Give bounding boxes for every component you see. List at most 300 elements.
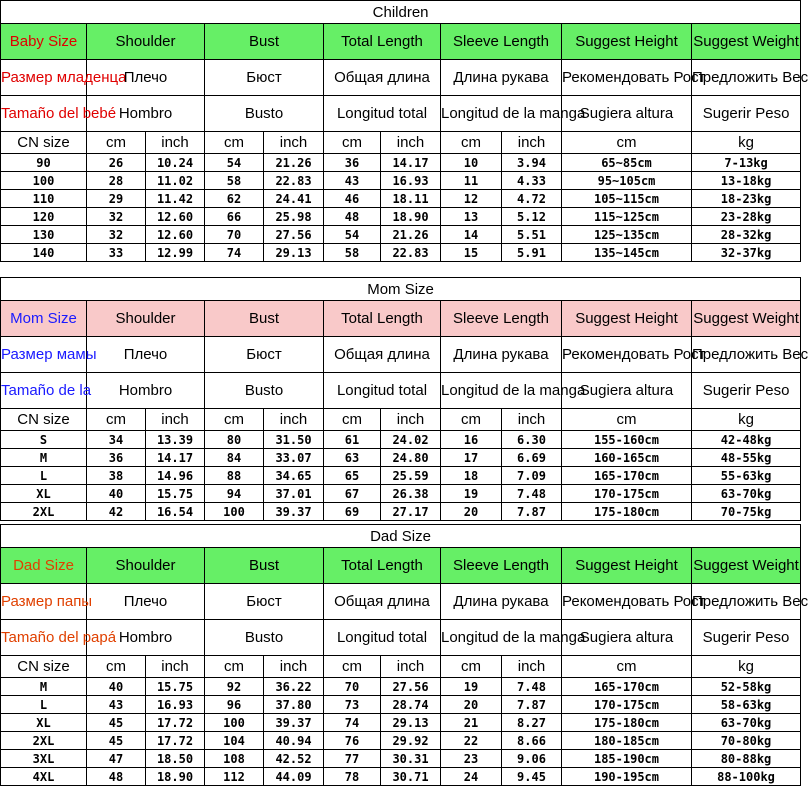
table-row [1,696,801,714]
table-cell: 54 [205,154,264,172]
unit-cell: inch [146,409,205,431]
table-cell: 80 [205,431,264,449]
table-cell: 90 [1,154,87,172]
table-cell: M [1,449,87,467]
sleeve-length-header: Sleeve Length [441,301,562,337]
table-cell: 37.01 [264,485,324,503]
table-cell: 58 [324,244,381,262]
unit-cell: inch [381,656,441,678]
table-cell: 33 [87,244,146,262]
table-cell: 63 [324,449,381,467]
table-cell: 135~145cm [562,244,692,262]
total-length-header: Total Length [324,548,441,584]
table-cell: 2XL [1,503,87,521]
header-row-en [1,301,801,337]
table-cell: 48-55kg [692,449,801,467]
table-cell: 36.22 [264,678,324,696]
table-cell: 18.50 [146,750,205,768]
table-cell: 33.07 [264,449,324,467]
unit-cell: cm [205,656,264,678]
table-row [1,467,801,485]
shoulder-header: Hombro [87,373,205,409]
table-cell: 34.65 [264,467,324,485]
table-cell: 140 [1,244,87,262]
shoulder-header: Плечо [87,60,205,96]
unit-cell: cm [87,132,146,154]
table-cell: 180-185cm [562,732,692,750]
table-cell: 7.48 [502,678,562,696]
header-row-es [1,96,801,132]
table-cell: 28-32kg [692,226,801,244]
table-cell: 16.93 [146,696,205,714]
unit-cell: CN size [1,409,87,431]
table-cell: 63-70kg [692,714,801,732]
table-cell: 80-88kg [692,750,801,768]
table-row [1,208,801,226]
table-cell: 23 [441,750,502,768]
table-cell: 8.66 [502,732,562,750]
table-cell: 70-75kg [692,503,801,521]
table-cell: 9.06 [502,750,562,768]
bust-header: Бюст [205,584,324,620]
table-cell: 14.17 [381,154,441,172]
table-row [1,172,801,190]
table-cell: 62 [205,190,264,208]
table-cell: 39.37 [264,503,324,521]
bust-header: Busto [205,620,324,656]
size-label: Размер младенца [1,60,87,96]
table-cell: 15 [441,244,502,262]
table-cell: 95~105cm [562,172,692,190]
size-label: Dad Size [1,548,87,584]
table-cell: XL [1,714,87,732]
table-cell: 110 [1,190,87,208]
total-length-header: Общая длина [324,60,441,96]
table-cell: 63-70kg [692,485,801,503]
size-label: Размер папы [1,584,87,620]
table-cell: 42-48kg [692,431,801,449]
table-row [1,732,801,750]
unit-cell: cm [324,132,381,154]
table-cell: 24.80 [381,449,441,467]
table-cell: 70-80kg [692,732,801,750]
unit-cell: cm [441,409,502,431]
table-cell: 7-13kg [692,154,801,172]
table-cell: 15.75 [146,485,205,503]
table-cell: 18.90 [146,768,205,786]
suggest-height-header: Suggest Height [562,24,692,60]
table-cell: 13-18kg [692,172,801,190]
unit-cell: cm [205,132,264,154]
unit-cell: inch [381,409,441,431]
unit-cell: inch [146,132,205,154]
shoulder-header: Shoulder [87,24,205,60]
table-cell: 24 [441,768,502,786]
table-cell: 78 [324,768,381,786]
table-cell: 9.45 [502,768,562,786]
table-cell: 43 [324,172,381,190]
shoulder-header: Shoulder [87,548,205,584]
table-cell: 27.56 [381,678,441,696]
unit-cell: inch [264,409,324,431]
table-cell: 11.42 [146,190,205,208]
total-length-header: Общая длина [324,337,441,373]
table-cell: 47 [87,750,146,768]
table-cell: 13 [441,208,502,226]
unit-cell: kg [692,409,801,431]
table-cell: 6.30 [502,431,562,449]
table-cell: 66 [205,208,264,226]
table-cell: 76 [324,732,381,750]
sleeve-length-header: Длина рукава [441,584,562,620]
table-cell: 88-100kg [692,768,801,786]
table-cell: 27.17 [381,503,441,521]
table-cell: 45 [87,714,146,732]
shoulder-header: Плечо [87,337,205,373]
unit-cell: inch [264,656,324,678]
unit-cell: inch [502,132,562,154]
table-cell: 65~85cm [562,154,692,172]
size-label: Baby Size [1,24,87,60]
table-cell: 17.72 [146,714,205,732]
table-cell: 20 [441,503,502,521]
suggest-weight-header: Suggest Weight [692,548,801,584]
table-cell: 84 [205,449,264,467]
table-cell: 190-195cm [562,768,692,786]
table-cell: 14.96 [146,467,205,485]
unit-cell: kg [692,656,801,678]
table-cell: 38 [87,467,146,485]
header-row-ru [1,60,801,96]
table-cell: 48 [87,768,146,786]
table-cell: 40.94 [264,732,324,750]
total-length-header: Общая длина [324,584,441,620]
suggest-height-header: Suggest Height [562,548,692,584]
table-cell: 48 [324,208,381,226]
table-cell: 36 [87,449,146,467]
table-cell: 28.74 [381,696,441,714]
table-cell: 14 [441,226,502,244]
unit-cell: cm [441,132,502,154]
table-row [1,485,801,503]
shoulder-header: Hombro [87,96,205,132]
table-row [1,678,801,696]
table-cell: 25.59 [381,467,441,485]
table-cell: 11 [441,172,502,190]
children-size-table [0,0,808,262]
table-cell: 96 [205,696,264,714]
table-cell: 32-37kg [692,244,801,262]
table-cell: 17 [441,449,502,467]
unit-cell: kg [692,132,801,154]
table-cell: 55-63kg [692,467,801,485]
table-cell: 58 [205,172,264,190]
table-cell: 7.09 [502,467,562,485]
table-cell: 160-165cm [562,449,692,467]
table-cell: 16.93 [381,172,441,190]
suggest-height-header: Suggest Height [562,301,692,337]
table-cell: 73 [324,696,381,714]
table-cell: 7.87 [502,503,562,521]
table-cell: XL [1,485,87,503]
header-row-ru [1,337,801,373]
unit-cell: cm [324,656,381,678]
table-cell: 46 [324,190,381,208]
shoulder-header: Плечо [87,584,205,620]
table-cell: 21 [441,714,502,732]
table-cell: 32 [87,226,146,244]
table-cell: 12 [441,190,502,208]
table-cell: 29.13 [381,714,441,732]
table-cell: 185-190cm [562,750,692,768]
table-cell: 13.39 [146,431,205,449]
table-cell: 112 [205,768,264,786]
table-cell: L [1,467,87,485]
table-cell: 3.94 [502,154,562,172]
shoulder-header: Shoulder [87,301,205,337]
table-cell: 54 [324,226,381,244]
unit-cell: cm [562,656,692,678]
table-cell: 165-170cm [562,467,692,485]
table-cell: 42 [87,503,146,521]
table-cell: 30.71 [381,768,441,786]
table-cell: 170-175cm [562,485,692,503]
table-cell: 45 [87,732,146,750]
table-cell: 104 [205,732,264,750]
table-cell: 70 [205,226,264,244]
table-cell: 29.13 [264,244,324,262]
table-cell: 26.38 [381,485,441,503]
table-cell: 125~135cm [562,226,692,244]
table-row [1,154,801,172]
table-cell: 24.02 [381,431,441,449]
table-cell: 100 [205,714,264,732]
sleeve-length-header: Longitud de la manga [441,620,562,656]
dad-size-table [0,524,808,786]
table-cell: 22.83 [264,172,324,190]
table-cell: L [1,696,87,714]
table-cell: 30.31 [381,750,441,768]
sleeve-length-header: Longitud de la manga [441,96,562,132]
unit-cell: cm [562,132,692,154]
bust-header: Bust [205,301,324,337]
table-cell: 18.90 [381,208,441,226]
table-cell: 28 [87,172,146,190]
table-cell: 12.99 [146,244,205,262]
section-title: Children [1,1,801,24]
table-row [1,750,801,768]
table-cell: 10.24 [146,154,205,172]
table-cell: 19 [441,678,502,696]
units-row [1,656,801,678]
table-cell: 43 [87,696,146,714]
header-row-es [1,373,801,409]
table-cell: 170-175cm [562,696,692,714]
section-title: Mom Size [1,278,801,301]
suggest-weight-header: Suggest Weight [692,24,801,60]
suggest-weight-header: Sugerir Peso [692,620,801,656]
sleeve-length-header: Sleeve Length [441,548,562,584]
units-row [1,132,801,154]
table-cell: 88 [205,467,264,485]
table-cell: 165-170cm [562,678,692,696]
table-cell: 61 [324,431,381,449]
total-length-header: Total Length [324,24,441,60]
unit-cell: cm [205,409,264,431]
suggest-height-header: Рекомендовать Рост [562,337,692,373]
table-cell: 175-180cm [562,714,692,732]
table-cell: 108 [205,750,264,768]
bust-header: Busto [205,373,324,409]
table-cell: 4.72 [502,190,562,208]
header-row-es [1,620,801,656]
header-row-en [1,548,801,584]
table-cell: 15.75 [146,678,205,696]
table-cell: 40 [87,485,146,503]
table-cell: 8.27 [502,714,562,732]
table-cell: 22.83 [381,244,441,262]
suggest-height-header: Sugiera altura [562,373,692,409]
table-cell: 27.56 [264,226,324,244]
table-cell: 12.60 [146,226,205,244]
unit-cell: inch [146,656,205,678]
table-cell: 14.17 [146,449,205,467]
table-cell: 18-23kg [692,190,801,208]
table-cell: 94 [205,485,264,503]
table-cell: 16 [441,431,502,449]
table-cell: 32 [87,208,146,226]
suggest-weight-header: Sugerir Peso [692,373,801,409]
bust-header: Bust [205,24,324,60]
table-cell: 120 [1,208,87,226]
table-cell: 7.48 [502,485,562,503]
unit-cell: cm [562,409,692,431]
table-row [1,714,801,732]
table-cell: 21.26 [264,154,324,172]
table-cell: 31.50 [264,431,324,449]
table-cell: 29.92 [381,732,441,750]
table-cell: 5.51 [502,226,562,244]
table-row [1,226,801,244]
table-cell: 24.41 [264,190,324,208]
bust-header: Busto [205,96,324,132]
header-row-en [1,24,801,60]
sleeve-length-header: Sleeve Length [441,24,562,60]
unit-cell: CN size [1,656,87,678]
units-row [1,409,801,431]
table-cell: 39.37 [264,714,324,732]
table-row [1,768,801,786]
sleeve-length-header: Longitud de la manga [441,373,562,409]
table-cell: S [1,431,87,449]
size-label: Tamaño del bebé [1,96,87,132]
table-cell: 65 [324,467,381,485]
table-cell: 26 [87,154,146,172]
table-cell: 115~125cm [562,208,692,226]
section-title: Dad Size [1,525,801,548]
size-label: Tamaño del papá [1,620,87,656]
sleeve-length-header: Длина рукава [441,337,562,373]
bust-header: Бюст [205,337,324,373]
table-cell: 92 [205,678,264,696]
suggest-weight-header: Suggest Weight [692,301,801,337]
table-cell: 29 [87,190,146,208]
sleeve-length-header: Длина рукава [441,60,562,96]
table-cell: 74 [205,244,264,262]
table-cell: 155-160cm [562,431,692,449]
table-cell: 105~115cm [562,190,692,208]
suggest-height-header: Рекомендовать Рост [562,60,692,96]
bust-header: Бюст [205,60,324,96]
suggest-height-header: Рекомендовать Рост [562,584,692,620]
table-cell: 7.87 [502,696,562,714]
unit-cell: inch [381,132,441,154]
total-length-header: Longitud total [324,620,441,656]
table-cell: 6.69 [502,449,562,467]
table-cell: 175-180cm [562,503,692,521]
table-cell: 130 [1,226,87,244]
suggest-weight-header: Предложить Вес [692,584,801,620]
table-row [1,244,801,262]
table-cell: 21.26 [381,226,441,244]
table-row [1,449,801,467]
unit-cell: cm [87,409,146,431]
unit-cell: cm [87,656,146,678]
size-label: Mom Size [1,301,87,337]
total-length-header: Total Length [324,301,441,337]
table-cell: 18.11 [381,190,441,208]
suggest-weight-header: Sugerir Peso [692,96,801,132]
size-label: Размер мамы [1,337,87,373]
unit-cell: inch [264,132,324,154]
table-cell: 22 [441,732,502,750]
table-cell: 5.12 [502,208,562,226]
mom-size-table [0,277,808,521]
table-cell: 52-58kg [692,678,801,696]
unit-cell: cm [324,409,381,431]
table-row [1,503,801,521]
size-label: Tamaño de la [1,373,87,409]
table-cell: 77 [324,750,381,768]
table-cell: 5.91 [502,244,562,262]
table-cell: 40 [87,678,146,696]
shoulder-header: Hombro [87,620,205,656]
bust-header: Bust [205,548,324,584]
table-row [1,431,801,449]
table-cell: 74 [324,714,381,732]
table-cell: 42.52 [264,750,324,768]
unit-cell: CN size [1,132,87,154]
table-cell: M [1,678,87,696]
table-cell: 69 [324,503,381,521]
table-cell: 58-63kg [692,696,801,714]
total-length-header: Longitud total [324,373,441,409]
header-row-ru [1,584,801,620]
suggest-weight-header: Предложить Вес [692,337,801,373]
table-cell: 10 [441,154,502,172]
table-cell: 34 [87,431,146,449]
unit-cell: inch [502,656,562,678]
table-cell: 36 [324,154,381,172]
unit-cell: inch [502,409,562,431]
table-cell: 11.02 [146,172,205,190]
total-length-header: Longitud total [324,96,441,132]
table-cell: 100 [205,503,264,521]
table-cell: 100 [1,172,87,190]
table-cell: 19 [441,485,502,503]
table-cell: 12.60 [146,208,205,226]
suggest-height-header: Sugiera altura [562,96,692,132]
